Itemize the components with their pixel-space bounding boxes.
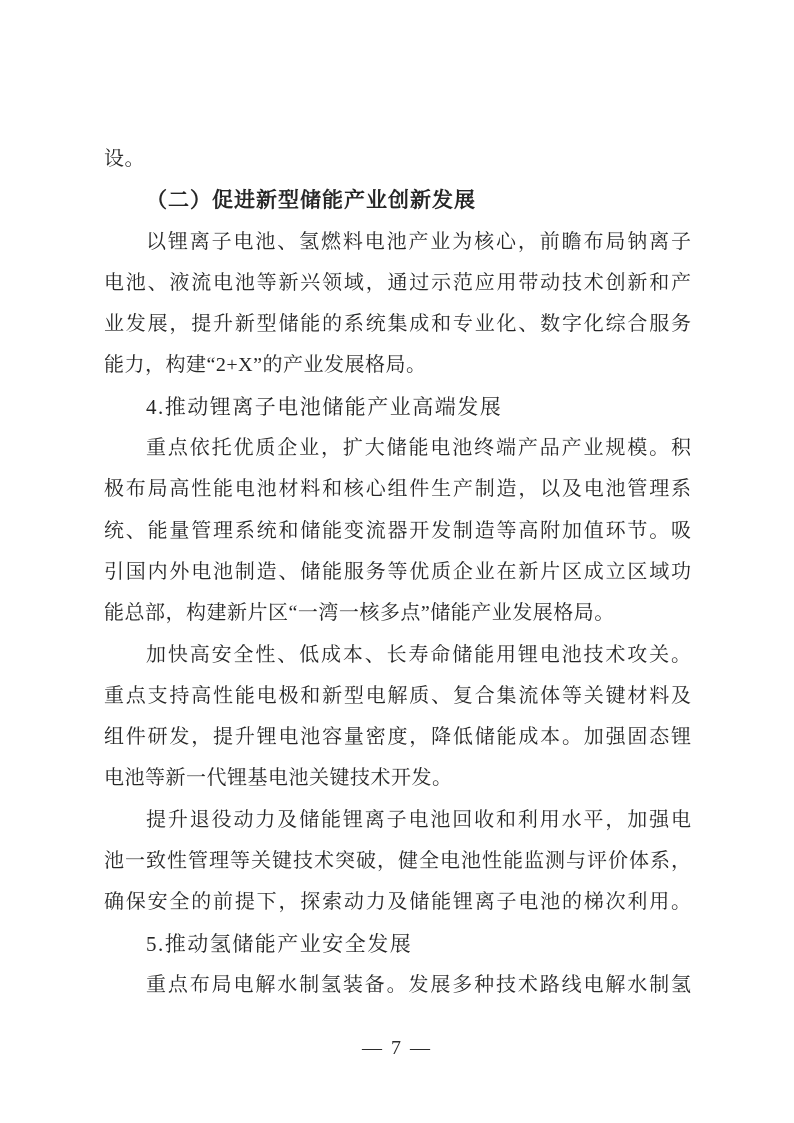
paragraph-last-line: 电池等新一代锂基电池关键技术开发。 [104,767,453,790]
paragraph-line: 电池、液流电池等新兴领域，通过示范应用带动技术创新和产 [104,271,691,294]
paragraph-line: 极布局高性能电池材料和核心组件生产制造，以及电池管理系 [104,478,691,501]
paragraph-line: 统、能量管理系统和储能变流器开发制造等高附加值环节。吸 [104,519,691,542]
document-body [104,139,691,1006]
paragraph-line: 业发展，提升新型储能的系统集成和专业化、数字化综合服务 [104,313,691,336]
section-heading: （二）促进新型储能产业创新发展 [146,188,476,213]
paragraph-line: 提升退役动力及储能锂离子电池回收和利用水平，加强电 [146,808,691,831]
subsection-heading-4: 4.推动锂离子电池储能产业高端发展 [146,394,503,419]
paragraph-line: 引国内外电池制造、储能服务等优质企业在新片区成立区域功 [104,560,691,583]
paragraph-line: 重点布局电解水制氢装备。发展多种技术路线电解水制氢 [146,973,691,996]
subsection-heading-5: 5.推动氢储能产业安全发展 [146,931,413,956]
paragraph-line: 重点依托优质企业，扩大储能电池终端产品产业规模。积 [146,437,691,460]
paragraph-line: 重点支持高性能电极和新型电解质、复合集流体等关键材料及 [104,684,691,707]
paragraph-line: 加快高安全性、低成本、长寿命储能用锂电池技术攻关。 [146,643,691,666]
paragraph-line: 以锂离子电池、氢燃料电池产业为核心，前瞻布局钠离子 [146,230,691,253]
paragraph-last-line: 能力，构建“2+X”的产业发展格局。 [104,354,427,377]
page-number: — 7 — [362,1037,432,1059]
paragraph-line: 池一致性管理等关键技术突破，健全电池性能监测与评价体系， [104,850,691,873]
paragraph-tail-line: 设。 [104,148,145,170]
paragraph-last-line: 能总部，构建新片区“一湾一核多点”储能产业发展格局。 [104,602,615,625]
paragraph-line: 组件研发，提升锂电池容量密度，降低储能成本。加强固态锂 [104,726,691,749]
paragraph-line: 确保安全的前提下，探索动力及储能锂离子电池的梯次利用。 [104,891,691,914]
